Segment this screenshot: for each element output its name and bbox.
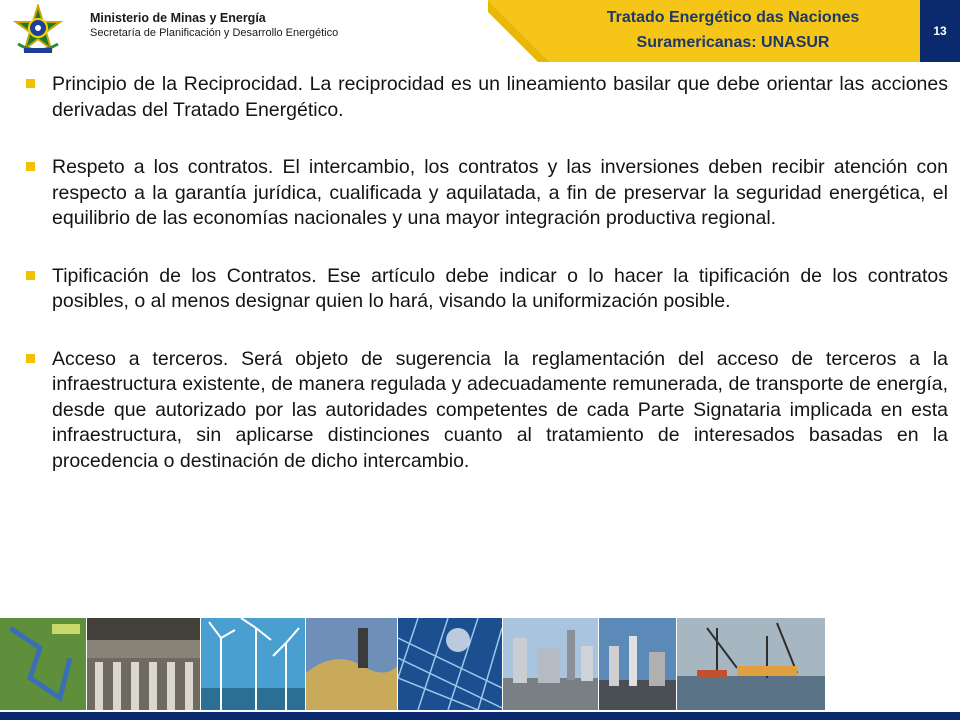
bullet-icon — [26, 271, 35, 280]
ministry-name: Ministerio de Minas y Energía — [90, 11, 266, 25]
item-term: Tipificación de los Contratos. — [52, 264, 317, 287]
photo-strip — [0, 618, 960, 720]
wind-turbines-photo — [201, 618, 305, 710]
bullet-icon — [26, 79, 35, 88]
oil-platform-photo — [677, 618, 825, 710]
slide-header — [0, 0, 960, 62]
item-text: Será objeto de sugerencia la reglamentación del acceso de terceros a la infraestructura existente, de manera regulada y adecuadamente remunerada, de transporte de energía, desde que autorizado por las autoridades competentes de cada Parte Signataria implicada en esta infraestructura, sin aplicarse distinciones cuanto al tratamiento de interesados basadas en la procedencia o destinación de dicho intercambio. — [52, 347, 949, 472]
list-item — [26, 72, 948, 123]
biomass-photo — [306, 618, 397, 710]
list-item — [26, 155, 948, 232]
footer-bar — [0, 712, 960, 720]
power-plant-photo — [503, 618, 598, 710]
item-text: La reciprocidad es un lineamiento basilar que debe orientar las acciones derivadas del Tratado Energético. — [52, 73, 948, 121]
item-term: Respeto a los contratos. — [52, 156, 274, 178]
item-term: Principio de la Reciprocidad. — [52, 73, 303, 95]
solar-panels-photo — [398, 618, 502, 710]
slide-title-line2: Suramericanas: UNASUR — [636, 34, 830, 51]
list-item — [26, 264, 948, 315]
bullet-icon — [26, 162, 35, 171]
bullet-icon — [26, 354, 35, 363]
map-photo — [0, 618, 86, 710]
page-number: 13 — [920, 0, 960, 62]
slide-content — [26, 72, 948, 506]
list-item — [26, 347, 948, 475]
title-banner — [488, 0, 920, 62]
coat-of-arms-icon — [10, 4, 66, 56]
item-term: Acceso a terceros. — [52, 347, 229, 370]
item-text: Ese artículo debe indicar o lo hacer la tipificación de los contratos posibles, o al menos designar quien lo hará, visando la uniformización posible. — [52, 264, 948, 312]
secretaria-name: Secretaría de Planificación y Desarrollo Energético — [90, 27, 339, 39]
item-text: El intercambio, los contratos y las inversiones deben recibir atención con respecto a la garantía jurídica, cualificada y aquilatada, a fin de preservar la seguridad energética, el equilibrio de las economías nacionales y una mayor integración productiva regional. — [52, 156, 948, 229]
slide-title-line1: Tratado Energético das Naciones — [606, 9, 860, 26]
hydroelectric-dam-photo — [87, 618, 200, 710]
refinery-photo — [599, 618, 676, 710]
